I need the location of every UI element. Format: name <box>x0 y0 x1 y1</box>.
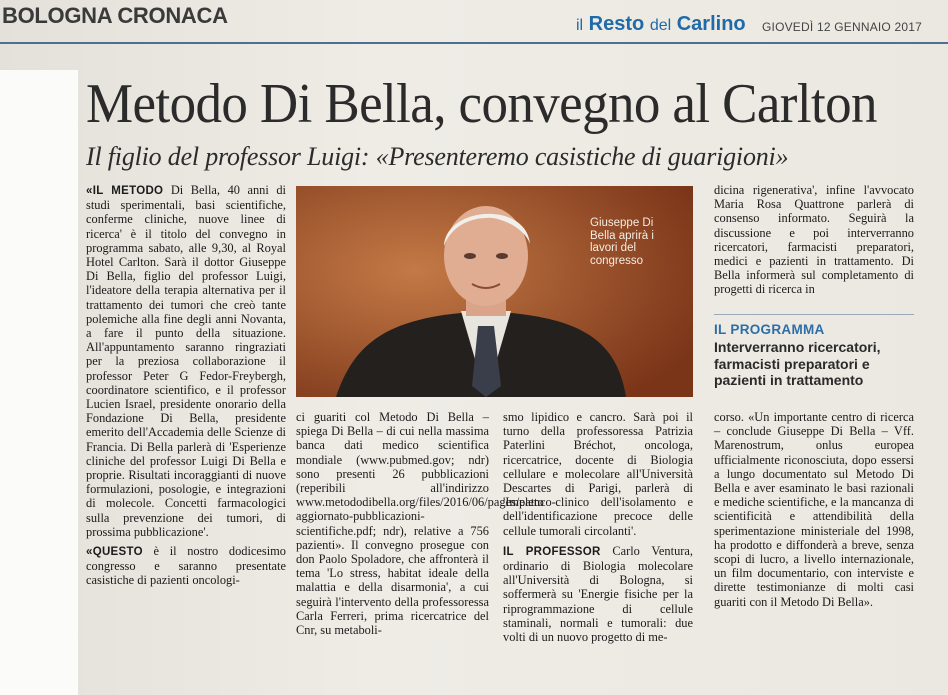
paragraph-text: dicina rigenerativa', infine l'avvocato Maria Rosa Quattrone parlerà di consenso informato. Seguirà la discussione e poi interverranno ricercatori, farmacisti preparatori, medici e pazienti in trattamento. Di Bella informerà sul completamento di progetti di ricerca in <box>714 183 914 297</box>
paragraph-lead: «QUESTO <box>86 546 143 559</box>
paragraph-text: ci guariti col Metodo Di Bella – spiega Di Bella – di cui nella massima banca dati medico scientifica mondiale (www.pubmed.gov; ndr) sono presenti 26 pubblicazioni (reperibili all'indirizzo www.metododibella.org/files/2016/06/pages/elenco-aggiornato-pubblicazioni-scientifiche.pdf; ndr), relative a 756 pazienti». Il convegno prosegue con don Paolo Spoladore, che affronterà il tema 'Lo stress, habitat ideale della malattia e della disarmonia', a cui seguirà l'intervento della professoressa Carla Ferreri, prima ricercatrice del Cnr, su metaboli- <box>296 410 556 638</box>
issue-date: GIOVEDÌ 12 GENNAIO 2017 <box>762 20 922 34</box>
masthead-del: del <box>649 17 672 34</box>
paragraph-text: Di Bella, 40 anni di studi sperimentali, basi scientifiche, conferme cliniche, nuove linee di ricerca' è il titolo del convegno in programma sabato, alle 9,30, al Royal Hotel Carlton. Sarà il dottor Giuseppe Di Bella, figlio del professor Luigi, l'ideatore della terapia alternativa per il trattamento dei tumori che creò tante polemiche alla fine degli anni Novanta, a fare il punto della situazione. All'appuntamento saranno ringraziati per la preziosa collaborazione il professor Peter G Fedor-Freybergh, coordinatore scientifico, e il professor Lucien Israel, presidente onorario della Fondazione Di Bella, presidente emerito dell'Accademia delle Scienze di Francia. Di Bella parlerà di 'Esperienze cliniche del professor Luigi Di Bella e proprie. Risultati incoraggianti di nuove formulazioni, posologie, e integrazioni di molecole. Concetti farmacologici sulla prevenzione dei tumori, di prossima pubblicazione'. <box>86 183 286 539</box>
page-margin <box>0 70 78 695</box>
paragraph-lead: IL PROFESSOR <box>503 545 601 558</box>
paragraph-text: corso. «Un importante centro di ricerca – conclude Giuseppe Di Bella – Vff. Marenostrum, onlus europea ufficialmente riconosciuta, dopo essersi a lungo documentato sul Metodo Di Bella e aver esaminato le basi razionali e mediche scientifiche, e la mancanza di scientificità e attendibilità della sperimentazione ministeriale del 1998, ha prodotto e diffonderà a breve, senza scopi di lucro, a livello internazionale, un film documentario, con interviste e dirette testimonianze di molti casi guariti con il Metodo Di Bella». <box>714 410 914 609</box>
box-title: IL PROGRAMMA <box>714 322 825 337</box>
section-title: BOLOGNA CRONACA <box>2 3 228 28</box>
paragraph-lead: «IL METODO <box>86 185 164 197</box>
masthead-logo <box>576 13 746 36</box>
box-divider <box>714 314 914 315</box>
article-column-3 <box>503 410 693 647</box>
masthead-resto: Resto <box>588 13 645 35</box>
masthead-prefix: il <box>576 17 584 34</box>
paragraph-text: smo lipidico e cancro. Sarà poi il turno della professoressa Patrizia Paterlini Bréchot, oncologa, ricercatrice, docente di Biologia cellulare e molecolare all'Università Descartes di Parigi, parlerà di 'Impatto clinico dell'isolamento e dell'identificazione precoce delle cellule tumorali circolanti'. <box>503 410 693 538</box>
box-body: Interverranno ricercatori, farmacisti preparatori e pazienti in trattamento <box>714 339 881 388</box>
photo <box>296 186 693 397</box>
photo-caption: Giuseppe Di Bella aprirà i lavori del congresso <box>590 217 654 267</box>
paragraph-text: è il nostro dodicesimo congresso e saranno presentate casistiche di pazienti oncologi- <box>86 544 286 588</box>
headline: Metodo Di Bella, convegno al Carlton <box>86 73 877 135</box>
header-rule <box>0 42 948 44</box>
article-column-4-bottom <box>714 410 914 612</box>
subheadline: Il figlio del professor Luigi: «Presenteremo casistiche di guarigioni» <box>86 142 789 171</box>
paragraph <box>503 544 693 644</box>
masthead-carlino: Carlino <box>676 13 746 35</box>
paragraph-text: Carlo Ventura, ordinario di Biologia molecolare all'Università di Bologna, si soffermerà su 'Energie fisiche per la riprogrammazione di cellule staminali, normali e tumorali: due volti di un nuovo progetto di me- <box>503 543 693 645</box>
article-column-1 <box>86 183 286 591</box>
paragraph <box>86 544 286 588</box>
paragraph <box>86 183 286 539</box>
article-column-4-top <box>714 183 914 300</box>
